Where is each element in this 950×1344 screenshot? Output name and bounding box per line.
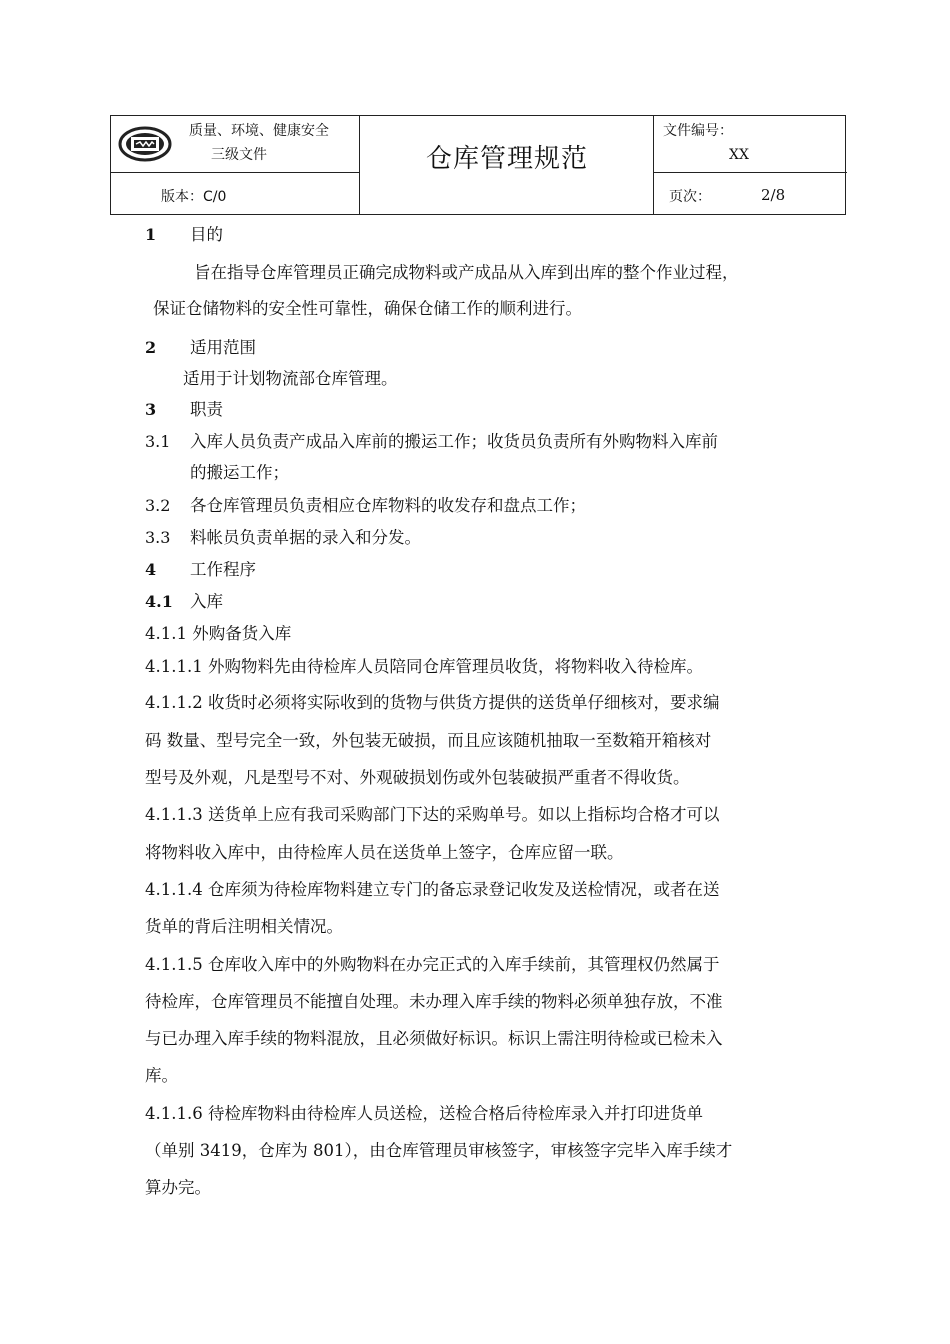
paragraph-line: 保证仓储物料的安全性可靠性，确保仓储工作的顺利进行。: [153, 299, 582, 318]
page-number: 2/8: [761, 186, 786, 204]
paragraph-line: （单别 3419，仓库为 801），由仓库管理员审核签字，审核签字完毕入库手续才: [145, 1141, 733, 1160]
paragraph-line: 与已办理入库手续的物料混放，且必须做好标识。标识上需注明待检或已检未入: [145, 1029, 723, 1048]
section-heading: 适用范围: [190, 338, 256, 357]
section-heading: 目的: [190, 225, 223, 244]
paragraph-line: 4.1.1.1 外购物料先由待检库人员陪同仓库管理员收货，将物料收入待检库。: [145, 657, 703, 676]
page-label: 页次：: [669, 189, 711, 205]
paragraph-line: 4.1.1.4 仓库须为待检库物料建立专门的备忘录登记收发及送检情况，或者在送: [145, 880, 720, 899]
section-heading: 入库: [190, 592, 223, 611]
section-number: 2: [145, 338, 157, 357]
paragraph-line: 4.1.1.3 送货单上应有我司采购部门下达的采购单号。如以上指标均合格才可以: [145, 805, 720, 824]
version-label: 版本：C/0: [161, 189, 227, 205]
paragraph-line: 4.1.1.5 仓库收入库中的外购物料在办完正式的入库手续前，其管理权仍然属于: [145, 955, 720, 974]
document-header-table: [110, 115, 846, 215]
subsection-number: 4.1: [145, 592, 173, 611]
subsection-number: 3.2: [145, 496, 171, 515]
paragraph-line: 4.1.1.6 待检库物料由待检库人员送检，送检合格后待检库录入并打印进货单: [145, 1104, 703, 1123]
subsection-number: 3.1: [145, 432, 171, 451]
paragraph-line: 适用于计划物流部仓库管理。: [183, 369, 398, 388]
paragraph-line: 型号及外观，凡是型号不对、外观破损划伤或外包装破损严重者不得收货。: [145, 768, 690, 787]
org-title-line2: 三级文件: [211, 147, 267, 163]
paragraph-line: 4.1.1.2 收货时必须将实际收到的货物与供货方提供的送货单仔细核对，要求编: [145, 693, 720, 712]
paragraph-line: 库。: [145, 1066, 178, 1085]
section-heading: 工作程序: [190, 560, 256, 579]
paragraph-line: 待检库，仓库管理员不能擅自处理。未办理入库手续的物料必须单独存放，不准: [145, 992, 723, 1011]
section-number: 4: [145, 560, 157, 579]
company-logo-icon: [117, 124, 173, 164]
org-title-line1: 质量、环境、健康安全: [189, 123, 329, 139]
paragraph-line: 货单的背后注明相关情况。: [145, 917, 343, 936]
paragraph-line: 入库人员负责产成品入库前的搬运工作；收货员负责所有外购物料入库前: [190, 432, 718, 451]
subsection-heading: 4.1.1 外购备货入库: [145, 624, 292, 643]
paragraph-line: 旨在指导仓库管理员正确完成物料或产成品从入库到出库的整个作业过程，: [194, 263, 739, 282]
header-divider: [653, 116, 654, 214]
paragraph-line: 将物料收入库中，由待检库人员在送货单上签字，仓库应留一联。: [145, 843, 624, 862]
subsection-number: 3.3: [145, 528, 171, 547]
doc-number-label: 文件编号：: [663, 123, 733, 139]
section-number: 1: [145, 225, 157, 244]
document-title: 仓库管理规范: [425, 144, 588, 174]
paragraph-line: 料帐员负责单据的录入和分发。: [190, 528, 421, 547]
paragraph-line: 各仓库管理员负责相应仓库物料的收发存和盘点工作；: [190, 496, 586, 515]
header-divider: [111, 172, 359, 173]
doc-number-value: XX: [729, 147, 749, 163]
section-heading: 职责: [190, 400, 223, 419]
paragraph-line: 码 数量、型号完全一致，外包装无破损，而且应该随机抽取一至数箱开箱核对: [145, 731, 712, 750]
paragraph-line: 算办完。: [145, 1178, 211, 1197]
header-divider: [359, 116, 360, 214]
paragraph-line: 的搬运工作；: [190, 463, 289, 482]
header-divider: [653, 172, 847, 173]
section-number: 3: [145, 400, 157, 419]
